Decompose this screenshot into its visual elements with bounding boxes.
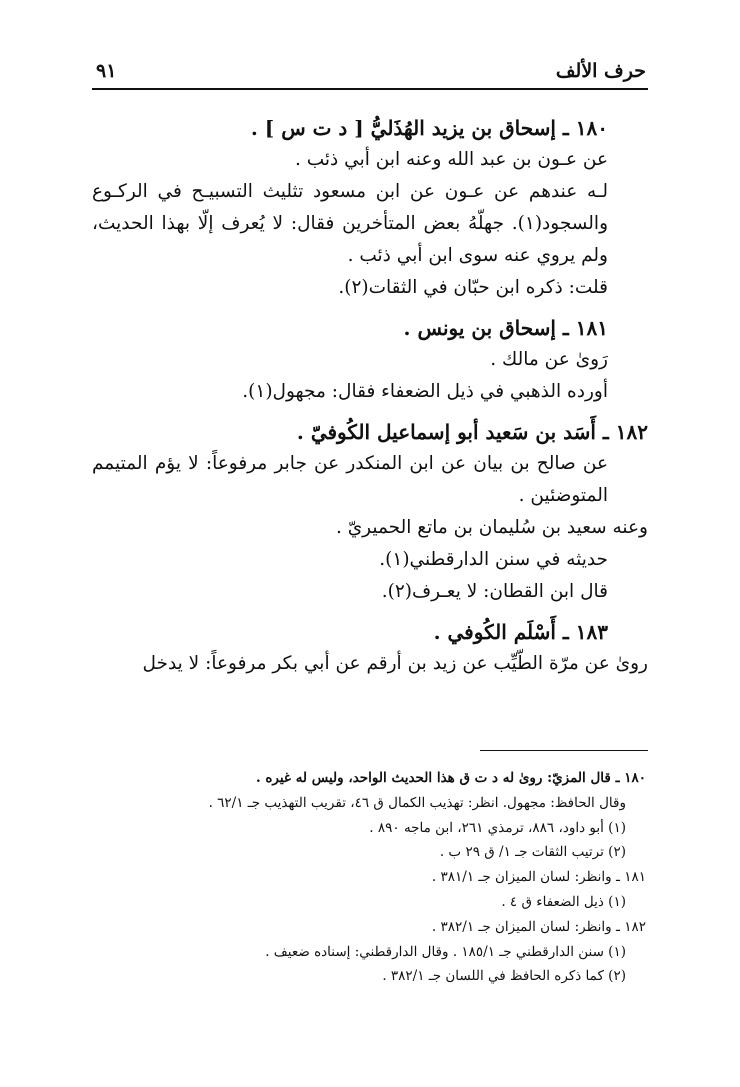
running-header (92, 60, 648, 90)
entry-line: قلت: ذكره ابن حبّان في الثقات(٢). (338, 277, 608, 298)
footnote-line: (١) ذيل الضعفاء ق ٤ . (501, 893, 626, 910)
entry-heading-182: ١٨٢ ـ أَسَد بن سَعيد أبو إسماعيل الكُوفيّ . (296, 420, 648, 444)
entry-line: رَوىٰ عن مالك . (490, 349, 608, 370)
footnote-line: ١٨١ ـ وانظر: لسان الميزان جـ ٣٨١/١ . (431, 869, 646, 886)
entry-line: قال ابن القطان: لا يعـرف(٢). (381, 581, 608, 602)
entry-line: أورده الذهبي في ذيل الضعفاء فقال: مجهول(١). (242, 381, 608, 402)
chapter-title: حرف الألف (555, 60, 646, 82)
footnote-line: (٢) كما ذكره الحافظ في اللسان جـ ٣٨٢/١ . (382, 968, 626, 985)
footnote-separator (480, 750, 648, 751)
footnote-line: ١٨٠ ـ قال المزيّ: روىٰ له د ت ق هذا الحديث الواحد، وليس له غيره . (255, 770, 646, 786)
entry-line: لـه عندهم عن عـون عن ابن مسعود تثليث التسبيـح في الركـوع والسجود(١). جهلّهُ بعض المتأخرين فقال: لا يُعرف إلّا بهذا الحديث، ولم يروي عنه سوى ابن أبي ذئب . (92, 181, 608, 266)
footnote-line: (١) أبو داود، ٨٨٦، ترمذي ٢٦١، ابن ماجه ٨٩٠ . (369, 819, 626, 836)
footnotes (90, 766, 646, 989)
entry-heading-183: ١٨٣ ـ أَسْلَم الكُوفي . (433, 620, 608, 644)
footnote-line: (١) سنن الدارقطني جـ ١٨٥/١ . وقال الدارقطني: إسناده ضعيف . (265, 943, 626, 960)
main-text (92, 112, 648, 680)
footnote-line: وقال الحافظ: مجهول. انظر: تهذيب الكمال ق ٤٦، تقريب التهذيب جـ ٦٢/١ . (208, 794, 626, 811)
entry-line: عن صالح بن بيان عن ابن المنكدر عن جابر مرفوعاً: لا يؤم المتيمم المتوضئين . (92, 453, 608, 506)
entry-line: عن عـون بن عبد الله وعنه ابن أبي ذئب . (294, 149, 608, 170)
entry-heading-180: ١٨٠ ـ إسحاق بن يزيد الهُذَليُّ [ د ت س ] . (250, 116, 608, 140)
entry-line: حديثه في سنن الدارقطني(١). (379, 549, 608, 570)
entry-line: روىٰ عن مرّة الطّيِّب عن زيد بن أرقم عن أبي بكر مرفوعاً: لا يدخل (142, 653, 648, 674)
page-number: ٩١ (96, 60, 117, 82)
footnote-line: ١٨٢ ـ وانظر: لسان الميزان جـ ٣٨٢/١ . (431, 918, 646, 935)
entry-heading-181: ١٨١ ـ إسحاق بن يونس . (403, 316, 608, 340)
footnote-line: (٢) ترتيب الثقات جـ ١/ ق ٢٩ ب . (439, 844, 626, 861)
entry-line: وعنه سعيد بن سُليمان بن ماتع الحميريّ . (335, 517, 648, 538)
